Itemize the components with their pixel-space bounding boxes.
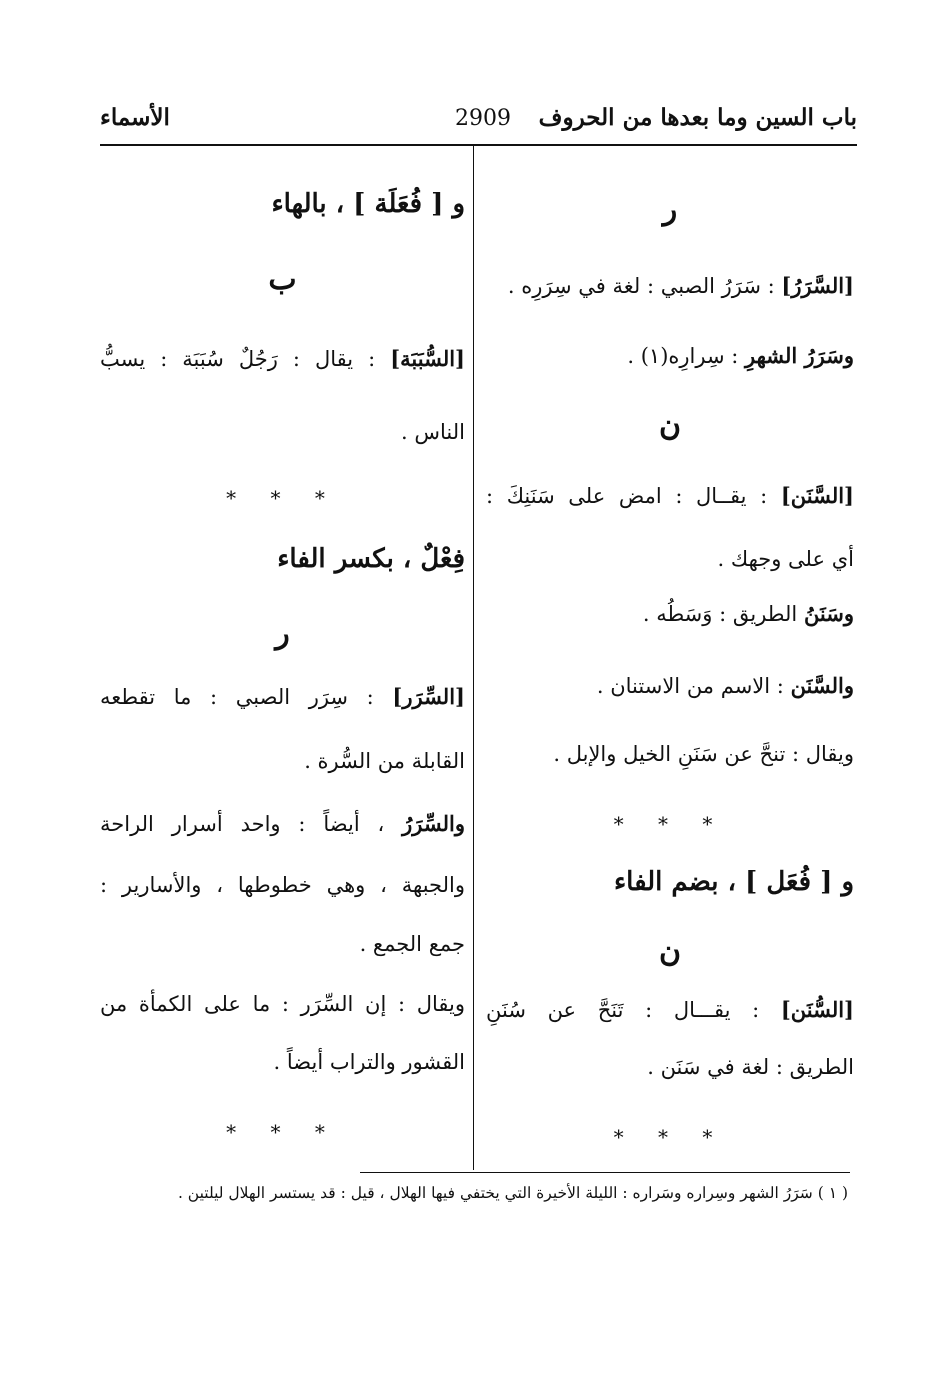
footnote-rule	[360, 1172, 850, 1173]
left-column-line	[100, 871, 465, 899]
right-column-entry	[627, 342, 854, 370]
left-column-stars	[100, 484, 465, 512]
entry-text: ن	[658, 408, 682, 443]
entry-term: والسَّنَن	[790, 673, 854, 698]
left-column-heading	[271, 190, 465, 218]
entry-term: [السُّنَن]	[780, 997, 854, 1022]
entry-text: : سِرارِه(١) .	[627, 344, 739, 368]
chapter-title: باب السين وما بعدها من الحروف	[538, 104, 857, 131]
footnote: ( ١ ) سَرَرُ الشهر وسِراره وسَراره : الليلة الأخيرة التي يختفي فيها الهلال ، قيل : قد يستسر الهلال ليلتين .	[177, 1184, 848, 1202]
right-column-line	[553, 740, 854, 768]
entry-term: [السَّرَرُ]	[781, 273, 854, 298]
entry-text: و [ فُعَل ] ، بضم الفاء	[613, 867, 854, 897]
header-rule	[100, 144, 857, 146]
entry-term: [السَّنَن]	[780, 483, 854, 508]
entry-term: [السُّبَبَة]	[390, 346, 465, 371]
left-column-heading	[277, 545, 465, 573]
entry-text: : الاسم من الاستنان .	[596, 674, 784, 698]
right-column-stars	[486, 810, 854, 838]
entry-term: [السِّرَر]	[392, 684, 465, 709]
entry-text: جمع الجمع .	[359, 932, 465, 956]
right-column-entry	[643, 600, 854, 628]
entry-text: : يقـــال : تَنَحَّ عن سُنَنِ	[486, 998, 760, 1022]
right-column-entry	[486, 996, 854, 1024]
left-column-entry	[100, 345, 465, 373]
entry-text: فِعْلٌ ، بكسر الفاء	[277, 544, 465, 574]
right-column-line	[718, 545, 854, 573]
right-column-entry	[508, 272, 854, 300]
left-column-stars	[100, 1118, 465, 1146]
right-column-letter	[486, 408, 854, 443]
column-divider	[473, 146, 474, 1170]
right-column-entry	[597, 672, 854, 700]
left-column-line	[360, 930, 465, 958]
entry-text: ، أيضاً : واحد أسرار الراحة	[100, 812, 385, 836]
entry-text: الناس .	[401, 420, 465, 444]
right-column-letter	[486, 934, 854, 969]
left-column-letter	[100, 616, 465, 651]
entry-text: * * *	[613, 812, 727, 836]
entry-term: والسِّرَرُ	[402, 811, 465, 836]
entry-text: ر	[662, 192, 678, 227]
page-number: 2909	[455, 106, 511, 131]
entry-text: ن	[658, 934, 682, 969]
right-column-line	[647, 1053, 854, 1081]
entry-text: والجبهة ، وهي خطوطها ، والأسارير :	[100, 873, 465, 897]
entry-text: * * *	[613, 1125, 727, 1149]
left-column-line	[100, 990, 465, 1018]
entry-text: القشور والتراب أيضاً .	[273, 1050, 465, 1074]
entry-text: القابلة من السُّرة .	[304, 749, 465, 773]
left-column-line	[274, 1048, 465, 1076]
entry-text: و [ فُعَلَة ] ، بالهاء	[271, 189, 465, 219]
left-column-letter	[100, 262, 465, 297]
entry-text: * * *	[226, 1120, 339, 1144]
entry-text: أي على وجهك .	[717, 547, 854, 571]
right-column-entry	[486, 482, 854, 510]
entry-text: : سَرَرُ الصبي : لغة في سِرَرِه .	[507, 274, 775, 298]
entry-term: وسَرَرُ الشهرِ	[744, 343, 854, 368]
entry-text: ويقال : إن السِّرَر : ما على الكمأة من	[100, 992, 465, 1016]
entry-text: : يقال : رَجُلٌ سُبَبَة : يسبُّ	[100, 347, 376, 371]
entry-term: وسَنَنُ	[803, 601, 854, 626]
entry-text: ويقال : تنحَّ عن سَنَنِ الخيل والإبل .	[553, 742, 854, 766]
right-column-stars	[486, 1123, 854, 1151]
left-column-entry	[100, 810, 465, 838]
right-column-letter	[486, 192, 854, 227]
right-column-heading	[614, 868, 854, 896]
left-column-line	[304, 747, 465, 775]
entry-text: ر	[275, 616, 290, 651]
page-header	[100, 104, 857, 144]
entry-text: ب	[268, 262, 297, 297]
entry-text: الطريق : وَسَطُه .	[642, 602, 798, 626]
section-title: الأسماء	[100, 104, 170, 131]
entry-text: : يقــال : امض على سَنَنِكَ :	[486, 484, 768, 508]
entry-text: الطريق : لغة في سَنَن .	[647, 1055, 854, 1079]
left-column-entry	[100, 683, 465, 711]
left-column-line	[401, 418, 465, 446]
entry-text: : سِرَر الصبي : ما تقطعه	[100, 685, 374, 709]
entry-text: * * *	[226, 486, 339, 510]
